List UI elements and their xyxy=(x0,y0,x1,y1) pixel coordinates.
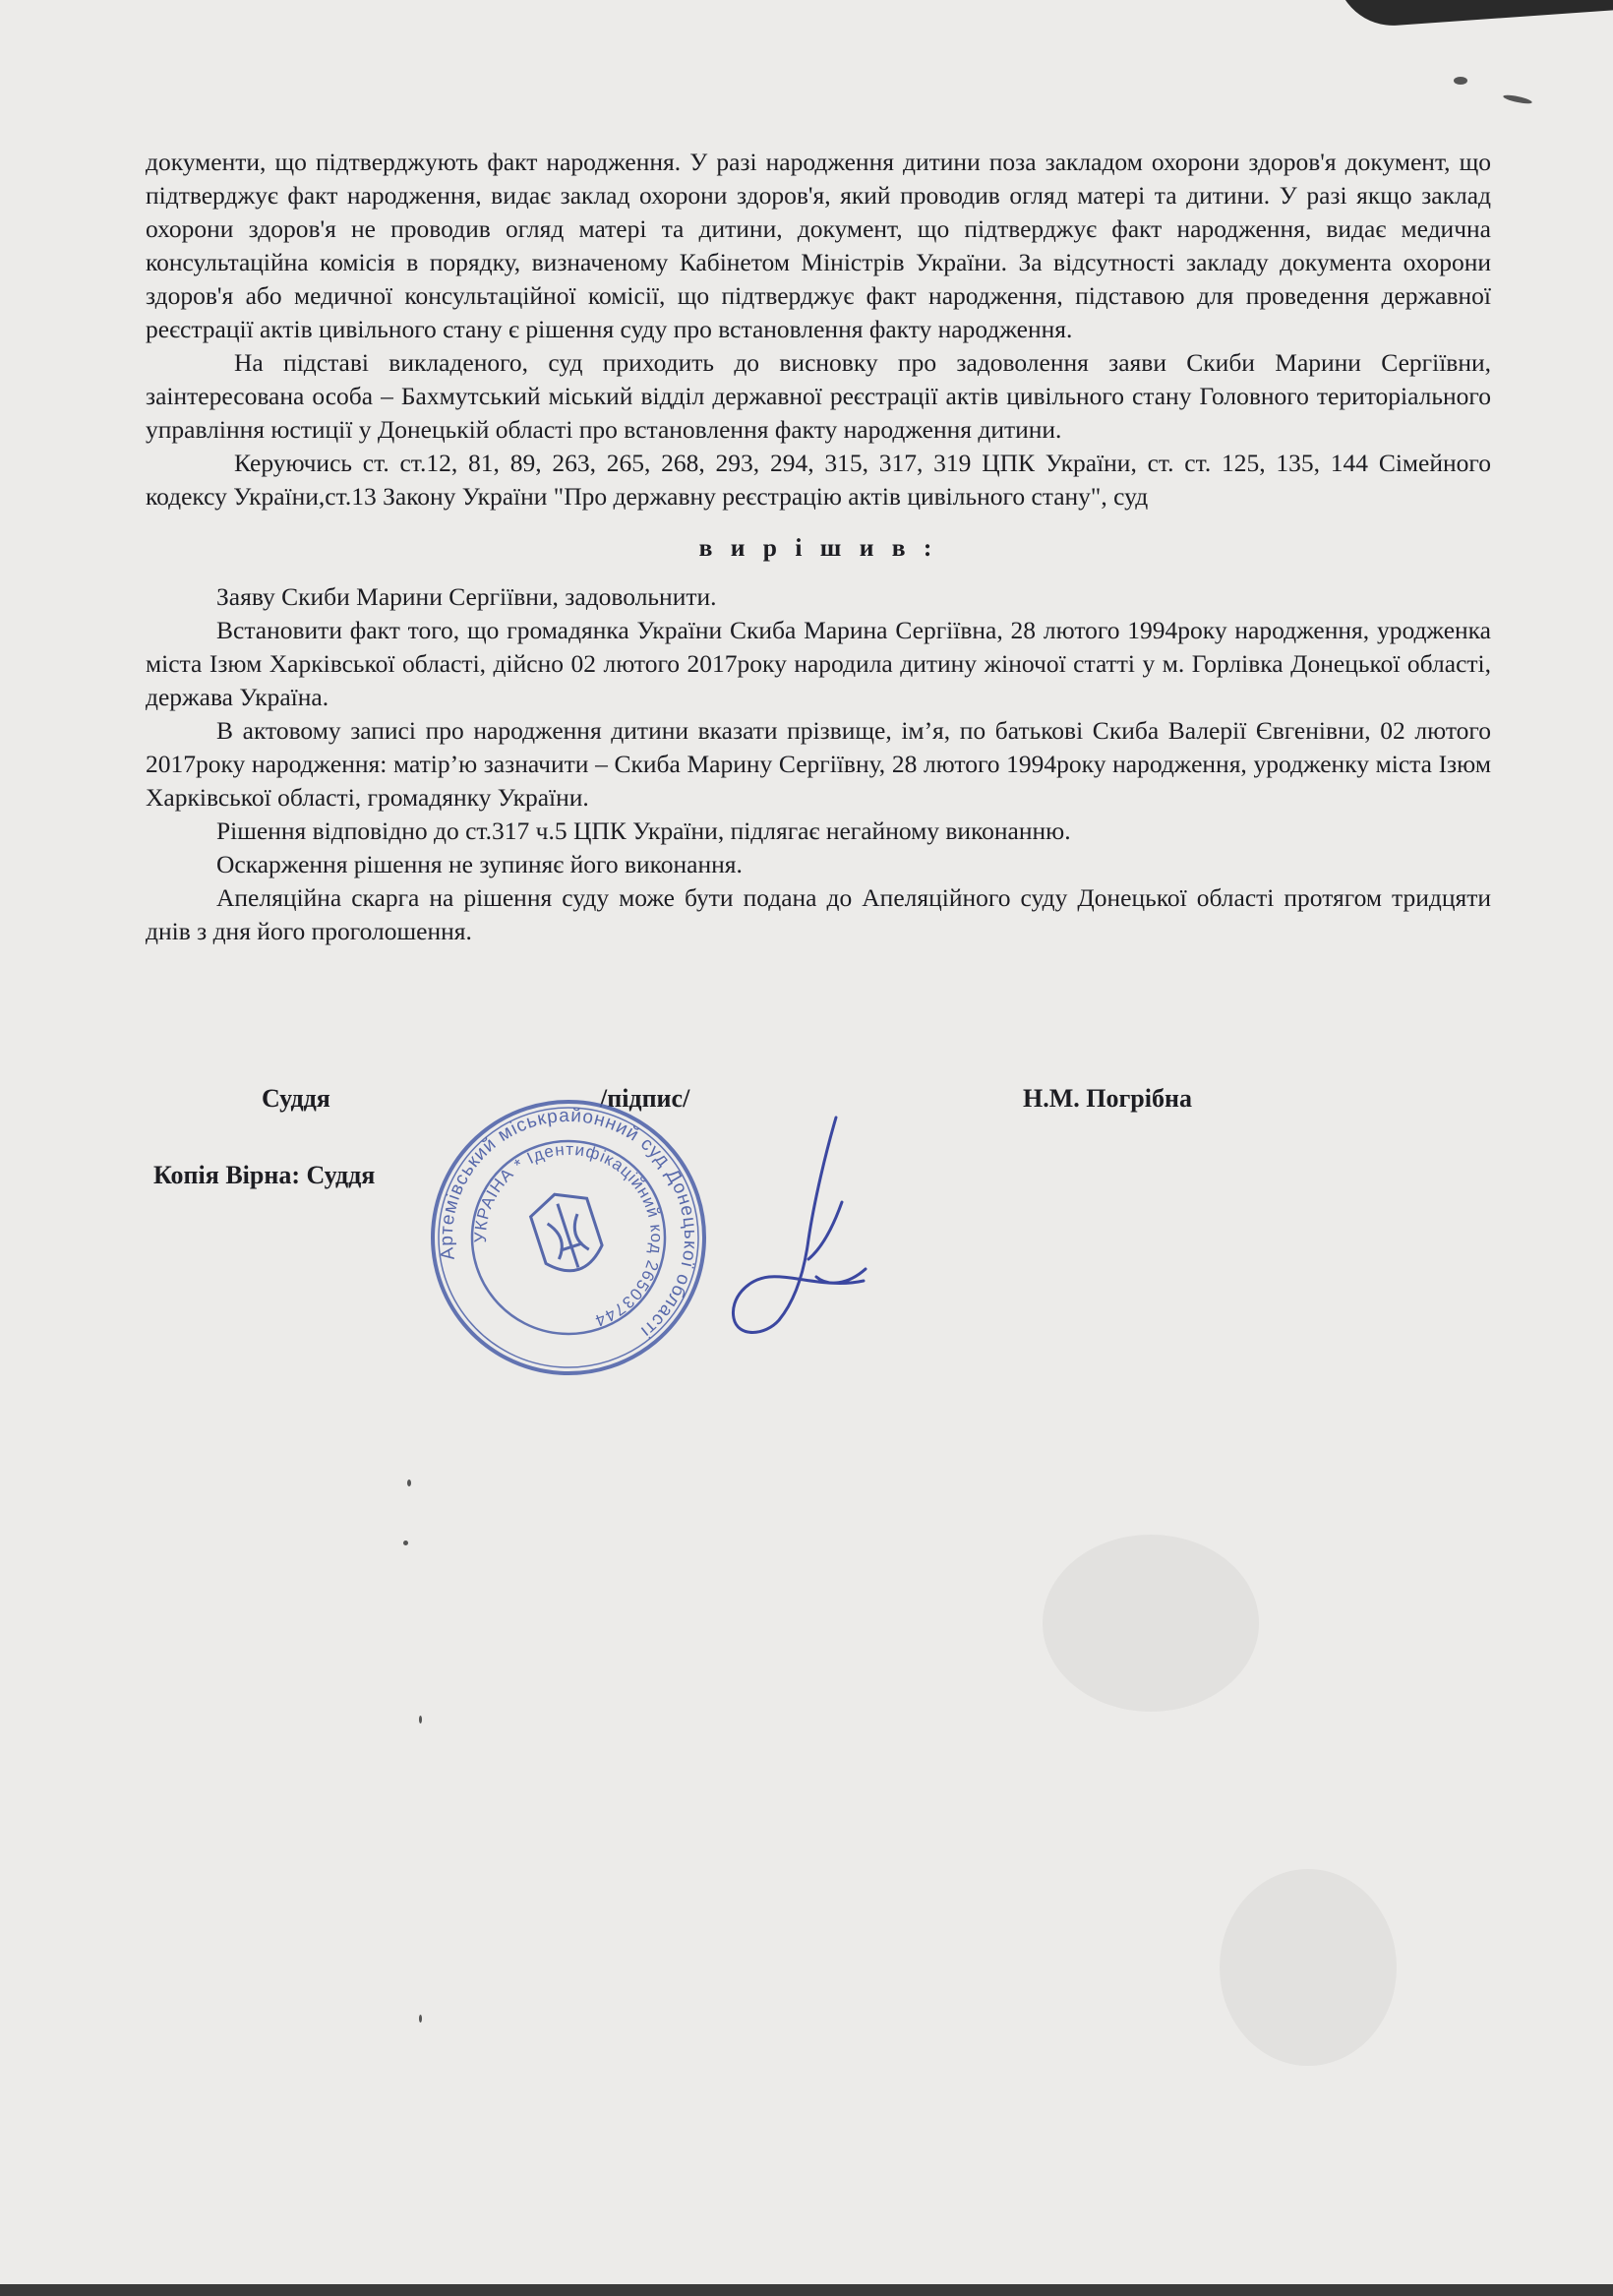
svg-text:Артемівський міськрайонний суд: Артемівський міськрайонний суд Донецької області xyxy=(436,1105,701,1343)
judge-role-label: Суддя xyxy=(262,1084,330,1113)
paragraph: Керуючись ст. ст.12, 81, 89, 263, 265, 268, 293, 294, 315, 317, 319 ЦПК України, ст. ст. 125, 135, 144 Сімейного кодексу України,ст.13 Закону України "Про державну реєстрацію актів цивільного стану", суд xyxy=(146,449,1491,511)
signed-mark: /підпис/ xyxy=(600,1084,690,1113)
certified-copy-label: Копія Вірна: Суддя xyxy=(153,1161,376,1189)
scan-bottom-edge xyxy=(0,2284,1613,2296)
scan-smudge xyxy=(1043,1535,1259,1712)
scan-smudge xyxy=(1220,1869,1397,2066)
scan-speck xyxy=(403,1541,408,1545)
svg-text:УКРАЇНА * Ідентифікаційний код: УКРАЇНА * Ідентифікаційний код 26503744 xyxy=(470,1139,667,1331)
decision-paragraph: Апеляційна скарга на рішення суду може бути подана до Апеляційного суду Донецької області протягом тридцяти днів з дня його проголошення. xyxy=(146,883,1491,945)
decision-paragraph: Встановити факт того, що громадянка України Скиба Марина Сергіївна, 28 лютого 1994року народження, уродженка міста Ізюм Харківської області, дійсно 02 лютого 2017року народила дитину жіночої статті у м. Горлівка Донецької області, держава Україна. xyxy=(146,616,1491,711)
scan-speck xyxy=(419,2015,422,2023)
scan-speck xyxy=(1503,93,1533,105)
decision-paragraph: В актовому записі про народження дитини вказати прізвище, ім’я, по батькові Скиба Валерії Євгенівни, 02 лютого 2017року народження: матір’ю зазначити – Скиба Марину Сергіївну, 28 лютого 1994року народження, уродженку міста Ізюм Харківської області, громадянку України. xyxy=(146,716,1491,812)
paragraph: документи, що підтверджують факт народження. У разі народження дитини поза закладом охорони здоров'я документ, що підтверджує факт народження, видає заклад охорони здоров'я, який проводив огляд матері та дитини. У разі якщо заклад охорони здоров'я не проводив огляд матері та дитини, документ, що підтверджує факт народження, видає медична консультаційна комісія в порядку, визначеному Кабінетом Міністрів України. За відсутності закладу документа охорони здоров'я або медичної консультаційної комісії, що підтверджує факт народження, підставою для проведення державної реєстрації актів цивільного стану є рішення суду про встановлення факту народження. xyxy=(146,148,1491,343)
decision-paragraph: Оскарження рішення не зупиняє його виконання. xyxy=(216,850,743,878)
handwritten-signature xyxy=(718,1112,895,1348)
verdict-heading: в и р і ш и в : xyxy=(698,533,938,562)
paragraph: На підставі викладеного, суд приходить до висновку про задоволення заяви Скиби Марини Сергіївни, заінтересована особа – Бахмутський міський відділ державної реєстрації актів цивільного стану Головного територіального управління юстиції у Донецькій області про встановлення факту народження дитини. xyxy=(146,348,1491,444)
judge-name: Н.М. Погрібна xyxy=(1023,1084,1192,1113)
scan-speck xyxy=(407,1480,411,1486)
court-seal-stamp xyxy=(421,1090,716,1385)
scan-speck xyxy=(419,1716,422,1723)
decision-paragraph: Рішення відповідно до ст.317 ч.5 ЦПК України, підлягає негайному виконанню. xyxy=(216,816,1071,845)
scan-speck xyxy=(1454,77,1467,85)
decision-paragraph: Заяву Скиби Марини Сергіївни, задовольнити. xyxy=(216,582,717,611)
scan-edge-shadow xyxy=(1336,0,1613,30)
document-body xyxy=(146,146,1491,948)
